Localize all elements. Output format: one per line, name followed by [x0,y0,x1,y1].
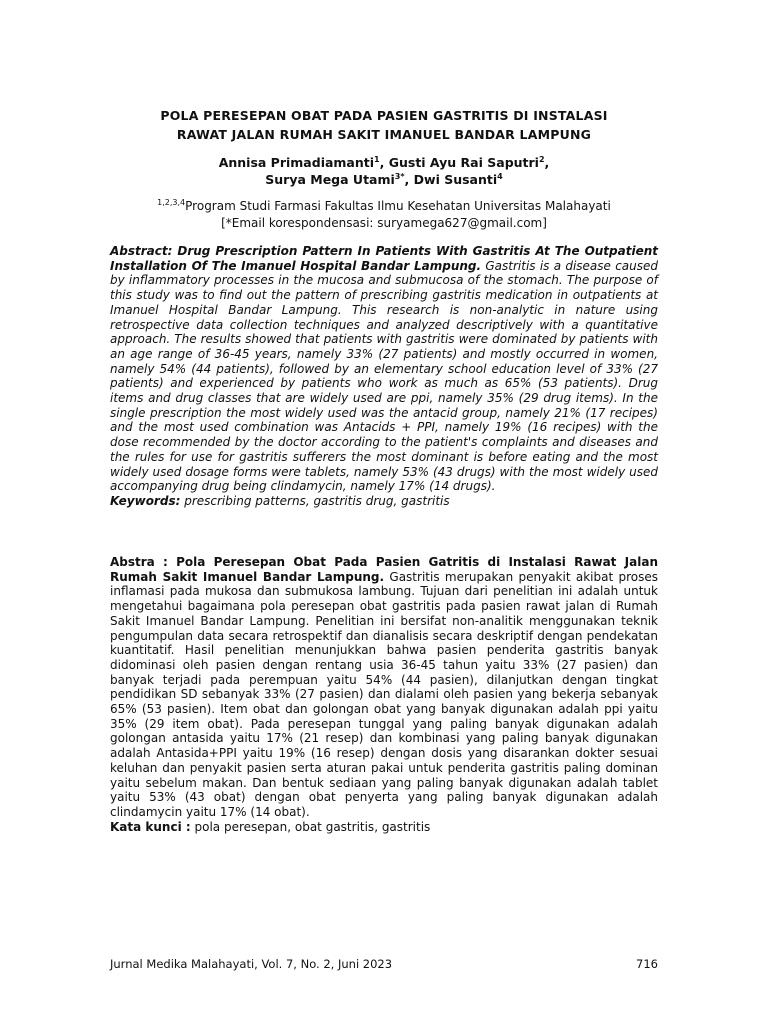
paper-title [0,106,768,144]
affiliation-line [0,198,768,215]
abstract-english-body: Gastritis is a disease caused by inflammatory processes in the mucosa and submucosa of the stomach. The purpose of this study was to find out the pattern of prescribing gastritis medication in outpatients at Imanuel Hospital Bandar Lampung. This research is non-analytic in nature using retrospective data collection techniques and analyzed descriptively with a quantitative approach. The results showed that patients with gastritis were dominated by patients with an age range of 36-45 years, namely 33% (27 patients) and mostly occurred in women, namely 54% (44 patients), followed by an elementary school education level of 33% (27 patients) and experienced by patients who work as much as 65% (53 patients). Drug items and drug classes that are widely used are ppi, namely 35% (29 drug items). In the single prescription the most widely used was the antacid group, namely 21% (17 recipes) and the most used combination was Antacids + PPI, namely 19% (16 recipes) with the dose recommended by the doctor according to the patient's complaints and diseases and the rules for use for gastritis sufferers the most dominant is before eating and the most widely used dosage forms were tablets, namely 53% (43 drugs) with the most widely used accompanying drug being clindamycin, namely 17% (14 drugs). [110,258,659,494]
affiliation-superscript: 1,2,3,4 [157,198,186,207]
abstract-indonesian [110,555,658,834]
abstract-english-text [110,244,658,494]
abstract-english-lead: Abstract: Drug Prescription Pattern In Patients With Gastritis At The Outpatient Installation Of The Imanuel Hospital Bandar Lampung. [110,244,658,273]
keywords-english-text: prescribing patterns, gastritis drug, gastritis [184,493,450,508]
author-superscript: 3* [394,171,405,181]
author-name: Surya Mega Utami [265,172,395,187]
corresponding-email: [*Email korespondensasi: suryamega627@gmail.com] [221,216,547,230]
abstract-english [110,244,658,509]
title-line-1: POLA PERESEPAN OBAT PADA PASIEN GASTRITIS DI INSTALASI [160,108,608,123]
author-superscript: 4 [497,171,503,181]
author-name: Annisa Primadiamanti [218,155,375,170]
keywords-indonesian-label: Kata kunci : [110,819,191,834]
abstract-indonesian-body: Gastritis merupakan penyakit akibat proses inflamasi pada mukosa dan submukosa lambung. Tujuan dari penelitian ini adalah untuk mengetahui bagaimana pola peresepan obat gastritis pada pasien rawat jalan di Rumah Sakit Imanuel Bandar Lampung. Penelitian ini bersifat non-analitik menggunakan teknik pengumpulan data secara retrospektif dan dianalisis secara deskriptif dengan pendekatan kuantitatif. Hasil penelitian menunjukkan bahwa pasien penderita gastritis banyak didominasi oleh pasien dengan rentang usia 36-45 tahun yaitu 33% (27 pasien) dan banyak terjadi pada perempuan yaitu 54% (44 pasien), dilanjutkan dengan tingkat pendidikan SD sebanyak 33% (27 pasien) dan dialami oleh pasien yang bekerja sebanyak 65% (53 pasien). Item obat dan golongan obat yang banyak digunakan adalah ppi yaitu 35% (29 item obat). Pada peresepan tunggal yang paling banyak digunakan adalah golongan antasida yaitu 17% (21 resep) dan kombinasi yang paling banyak digunakan adalah Antasida+PPI yaitu 19% (16 resep) dengan dosis yang disarankan dokter sesuai keluhan dan penyakit pasien serta aturan pakai untuk penderita gastritis paling dominan yaitu sebelum makan. Dan bentuk sediaan yang paling banyak digunakan adalah tablet yaitu 53% (43 obat) dengan obat penyerta yang paling banyak digunakan adalah clindamycin yaitu 17% (14 obat). [110,569,658,819]
page-number: 716 [636,957,658,971]
abstract-indonesian-text [110,555,658,820]
keywords-english-label: Keywords: [110,493,181,508]
keywords-indonesian-text: pola peresepan, obat gastritis, gastritis [194,819,431,834]
journal-citation: Jurnal Medika Malahayati, Vol. 7, No. 2, Juni 2023 [110,957,393,971]
author-line-2: Surya Mega Utami$^{3*}$, Dwi Susanti$^4$ [265,171,503,187]
author-superscript: 1 [374,154,380,164]
author-superscript: 2 [538,154,545,164]
author-name: Gusti Ayu Rai Saputri [388,155,539,170]
abstract-indonesian-lead: Abstra : Pola Peresepan Obat Pada Pasien Gatritis di Instalasi Rawat Jalan Rumah Sakit Imanuel Bandar Lampung. [110,555,658,584]
affiliation-text: Program Studi Farmasi Fakultas Ilmu Kesehatan Universitas Malahayati [185,199,611,213]
affiliation [0,198,768,232]
author-line-1: Annisa Primadiamanti$^1$, Gusti Ayu Rai Saputri$^2$, [218,154,550,170]
author-name: Dwi Susanti [413,172,498,187]
keywords-english [110,494,658,509]
title-line-2: RAWAT JALAN RUMAH SAKIT IMANUEL BANDAR LAMPUNG [176,127,592,142]
author-list [0,154,768,188]
keywords-indonesian [110,820,658,835]
